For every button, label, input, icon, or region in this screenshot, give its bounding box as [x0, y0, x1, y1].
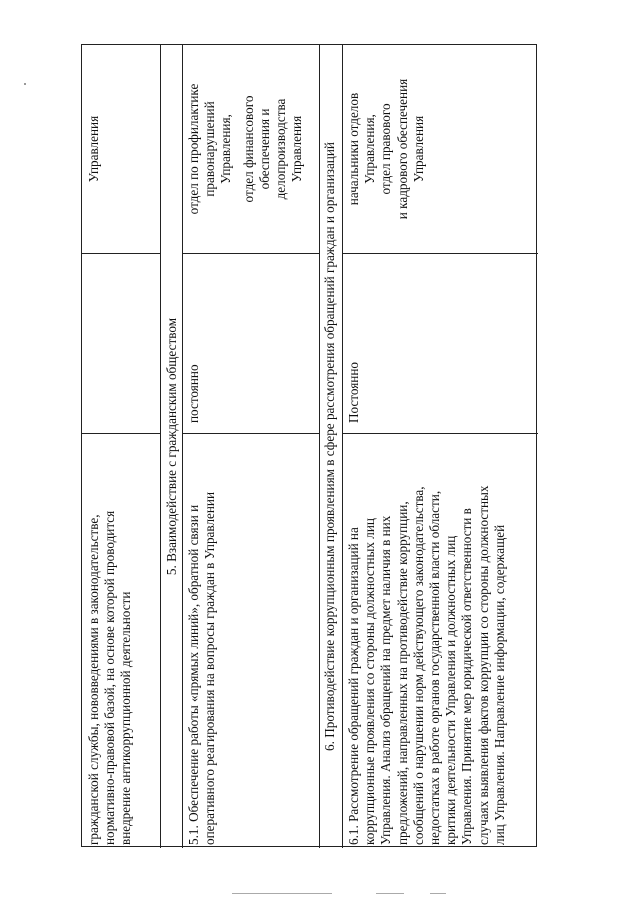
text-line: нормативно-правовой базой, на основе которой проводится	[102, 510, 118, 845]
text-line: недостатках в работе органов государственной власти области,	[427, 490, 443, 845]
text-line: Управления,	[362, 114, 378, 184]
text-line: Управления. Принятие мер юридической ответственности в	[459, 508, 475, 845]
grid-line	[160, 45, 161, 848]
text-line: правонарушений	[202, 101, 218, 197]
row-top-responsible	[86, 49, 102, 249]
text-line: Управления,	[218, 114, 234, 184]
grid-line	[342, 433, 538, 434]
grid-line	[182, 253, 319, 254]
text-line: делопроизводства	[273, 98, 289, 200]
section-6-title	[322, 45, 338, 848]
text-line: 5.1. Обеспечение работы «прямых линий», обратной связи и	[186, 504, 201, 845]
row-6-1-description	[346, 437, 508, 845]
grid-line	[342, 253, 538, 254]
row-5-1-period	[186, 257, 202, 427]
text-line: Управления	[289, 115, 305, 183]
section-5-title	[164, 45, 180, 848]
text-line: случаях выявления фактов коррупции со стороны должностных	[475, 485, 491, 845]
text-line: Управления	[410, 115, 426, 183]
text-line: внедрение антикоррупционной деятельности	[118, 591, 134, 845]
text-line: 5. Взаимодействие с гражданским обществом	[164, 317, 179, 576]
row-top-description	[86, 435, 135, 845]
text-line: и кадрового обеспечения	[394, 78, 410, 220]
row-6-1-responsible	[346, 49, 427, 249]
row-5-1-description	[186, 437, 218, 845]
grid-line	[342, 45, 343, 848]
text-line: начальники отделов	[346, 92, 361, 206]
text-line: гражданской службы, нововведениями в законодательстве,	[86, 514, 101, 845]
row-5-1-responsible	[186, 49, 305, 249]
text-line: обеспечения и	[256, 108, 272, 190]
text-line: лиц Управления. Направление информации, содержащей	[491, 524, 507, 845]
text-line: отдел по профилактике	[186, 83, 201, 215]
text-line: коррупционные проявления со стороны должностных лиц	[362, 518, 378, 845]
text-line: 6.1. Рассмотрение обращений граждан и организаций на	[346, 527, 361, 845]
scan-speck	[24, 83, 26, 85]
text-line: предложений, направленных на противодействие коррупции,	[394, 501, 410, 845]
grid-line	[82, 253, 160, 254]
text-line: отдел правового	[378, 103, 394, 195]
plan-table	[81, 44, 537, 847]
scan-mark	[232, 893, 332, 894]
text-line: сообщений о нарушении норм действующего законодательства,	[410, 486, 426, 845]
grid-line	[182, 45, 183, 848]
text-line: Управления	[86, 115, 101, 183]
text-line: критики деятельности Управления и должностных лиц	[443, 535, 459, 845]
scan-mark	[376, 893, 404, 894]
text-line: оперативного реагирования на вопросы граждан в Управлении	[202, 491, 218, 845]
text-line: отдел финансового	[240, 95, 256, 203]
grid-line	[319, 45, 320, 848]
scan-mark	[430, 893, 446, 894]
text-line: Управления. Анализ обращений на предмет наличия в них	[378, 515, 394, 845]
grid-line	[82, 433, 160, 434]
row-6-1-period	[346, 257, 362, 427]
grid-line	[182, 433, 319, 434]
text-line: 6. Противодействие коррупционным проявлениям в сфере рассмотрения обращений граждан и организаций	[322, 142, 337, 751]
text-line: Постоянно	[346, 361, 361, 423]
text-line: постоянно	[186, 364, 201, 423]
